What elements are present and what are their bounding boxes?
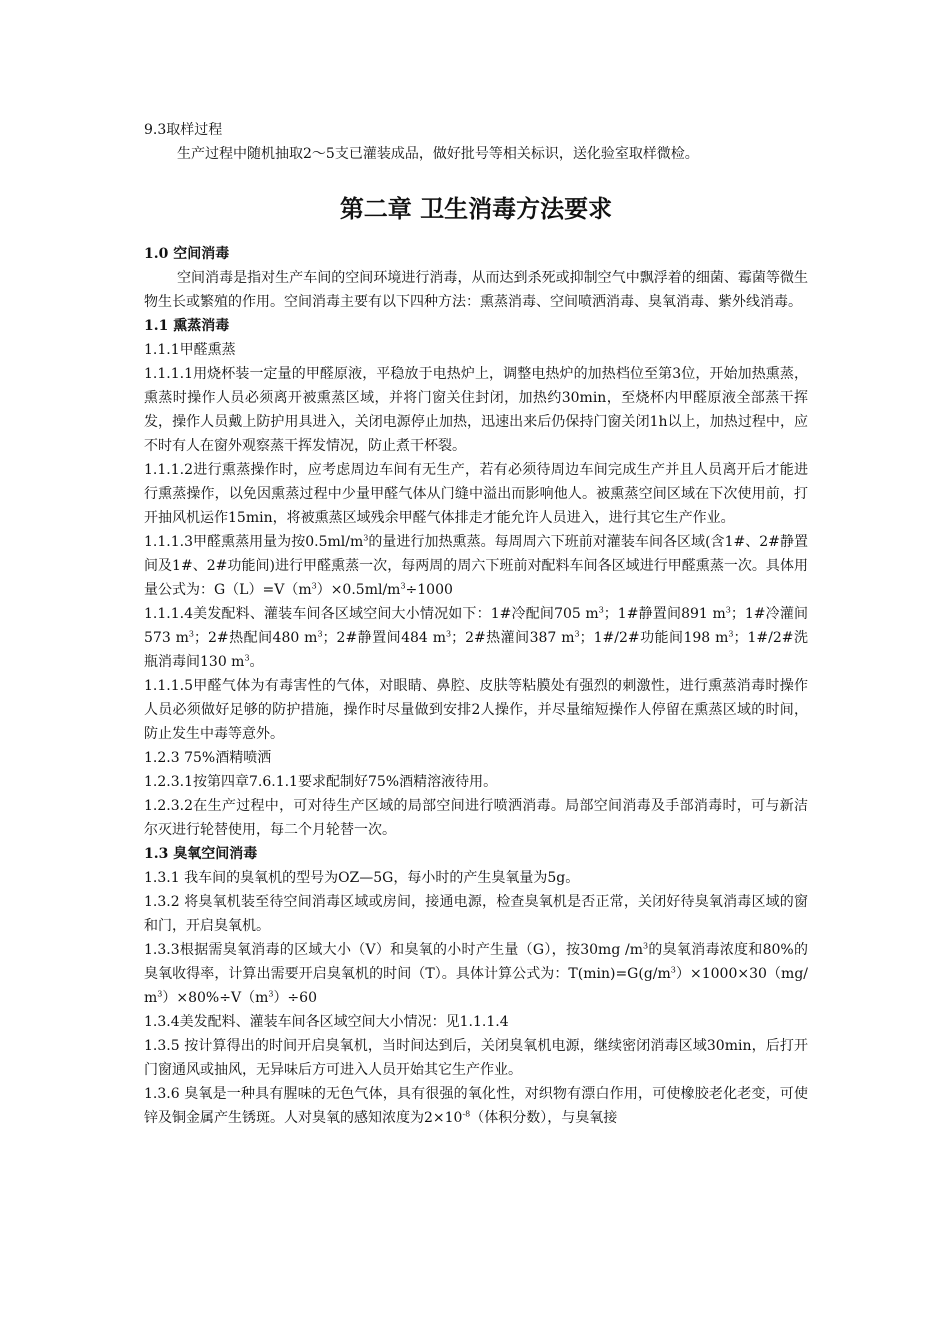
paragraph-1-1-1-3: 1.1.1.3甲醛熏蒸用量为按$0.5ml/m^3$的量进行加热熏蒸。每周周六下班前对灌装车间各区域(含1#、2#静置间及1#、2#功能间)进行甲醛熏蒸一次，每两周的周六下班前对配料车间各区域进行甲醛熏蒸一次。具体用量公式为：$G(L)=V(m^3)\times 0.5ml/m^3\div 1000$	[144, 533, 808, 598]
paragraph-1-3-1: 1.3.1 我车间的臭氧机的型号为OZ—5G，每小时的产生臭氧量为5g。	[144, 870, 580, 886]
section-9-3-body: 生产过程中随机抽取2～5支已灌装成品，做好批号等相关标识，送化验室取样微检。	[177, 146, 699, 162]
section-9-3-heading: 9.3取样过程	[144, 122, 223, 138]
chapter-title: 第二章 卫生消毒方法要求	[339, 195, 613, 223]
section-1-2-3-heading: 1.2.3 75%酒精喷洒	[144, 750, 272, 766]
section-1-1-heading: 1.1 熏蒸消毒	[144, 318, 230, 334]
paragraph-1-3-6: 1.3.6 臭氧是一种具有腥味的无色气体，具有很强的氧化性，对织物有漂白作用，可使橡胶老化老变，可使锌及铜金属产生锈斑。人对臭氧的感知浓度为$2\times 10^{-8}$（体积分数），与臭氧接	[144, 1086, 808, 1126]
paragraph-1-2-3-1: 1.2.3.1按第四章7.6.1.1要求配制好75%酒精溶液待用。	[144, 774, 498, 790]
section-1-1-1-heading: 1.1.1甲醛熏蒸	[144, 342, 236, 358]
paragraph-1-1-1-2: 1.1.1.2进行熏蒸操作时，应考虑周边车间有无生产，若有必须待周边车间完成生产并且人员离开后才能进行熏蒸操作，以免因熏蒸过程中少量甲醛气体从门缝中溢出而影响他人。被熏蒸空间区域在下次使用前，打开抽风机运作15min，将被熏蒸区域残余甲醛气体排走才能允许人员进入，进行其它生产作业。	[144, 462, 808, 526]
paragraph-1-1-1-4: 1.1.1.4美发配料、灌装车间各区域空间大小情况如下：1#冷配间705 $m^3$；1#静置间891 $m^3$；1#冷灌间573 $m^3$；2#热配间480 $m^3$；2#静置间484 $m^3$；2#热灌间387 $m^3$；1#/2#功能间198 $m^3$；1#/2#洗瓶消毒间130 $m^3$。	[144, 605, 808, 670]
document-body	[144, 118, 808, 1130]
section-1-0-heading: 1.0 空间消毒	[144, 246, 230, 262]
section-1-0-body: 空间消毒是指对生产车间的空间环境进行消毒，从而达到杀死或抑制空气中飘浮着的细菌、霉菌等微生物生长或繁殖的作用。空间消毒主要有以下四种方法：熏蒸消毒、空间喷洒消毒、臭氧消毒、紫外线消毒。	[144, 270, 808, 310]
paragraph-1-3-2: 1.3.2 将臭氧机装至待空间消毒区域或房间，接通电源，检查臭氧机是否正常，关闭好待臭氧消毒区域的窗和门，开启臭氧机。	[144, 894, 808, 934]
paragraph-1-3-3: 1.3.3根据需臭氧消毒的区域大小（V）和臭氧的小时产生量（G），按30mg $/m^3$的臭氧消毒浓度和80%的臭氧收得率，计算出需要开启臭氧机的时间（T）。具体计算公式为：$T(\min)=G(g/m^3)\times 1000\times 30(mg/$ $m^3)\times 80\%\div V(m^3)\div 60$	[144, 941, 809, 1006]
paragraph-1-2-3-2: 1.2.3.2在生产过程中，可对待生产区域的局部空间进行喷洒消毒。局部空间消毒及手部消毒时，可与新洁尔灭进行轮替使用，每二个月轮替一次。	[144, 798, 808, 838]
paragraph-1-3-4: 1.3.4美发配料、灌装车间各区域空间大小情况：见1.1.1.4	[144, 1014, 509, 1030]
section-1-3-heading: 1.3 臭氧空间消毒	[144, 846, 258, 862]
paragraph-1-1-1-1: 1.1.1.1用烧杯装一定量的甲醛原液，平稳放于电热炉上，调整电热炉的加热档位至第3位，开始加热熏蒸，熏蒸时操作人员必须离开被熏蒸区域，并将门窗关住封闭，加热约30min，至烧杯内甲醛原液全部蒸干挥发，操作人员戴上防护用具进入，关闭电源停止加热，迅速出来后仍保持门窗关闭1h以上，加热过程中，应不时有人在窗外观察蒸干挥发情况，防止煮干杯裂。	[144, 366, 808, 454]
paragraph-1-1-1-5: 1.1.1.5甲醛气体为有毒害性的气体，对眼睛、鼻腔、皮肤等粘膜处有强烈的刺激性，进行熏蒸消毒时操作人员必须做好足够的防护措施，操作时尽量做到安排2人操作，并尽量缩短操作人停留在熏蒸区域的时间，防止发生中毒等意外。	[144, 678, 808, 742]
paragraph-1-3-5: 1.3.5 按计算得出的时间开启臭氧机，当时间达到后，关闭臭氧机电源，继续密闭消毒区域30min，后打开门窗通风或抽风，无异味后方可进入人员开始其它生产作业。	[144, 1038, 808, 1078]
